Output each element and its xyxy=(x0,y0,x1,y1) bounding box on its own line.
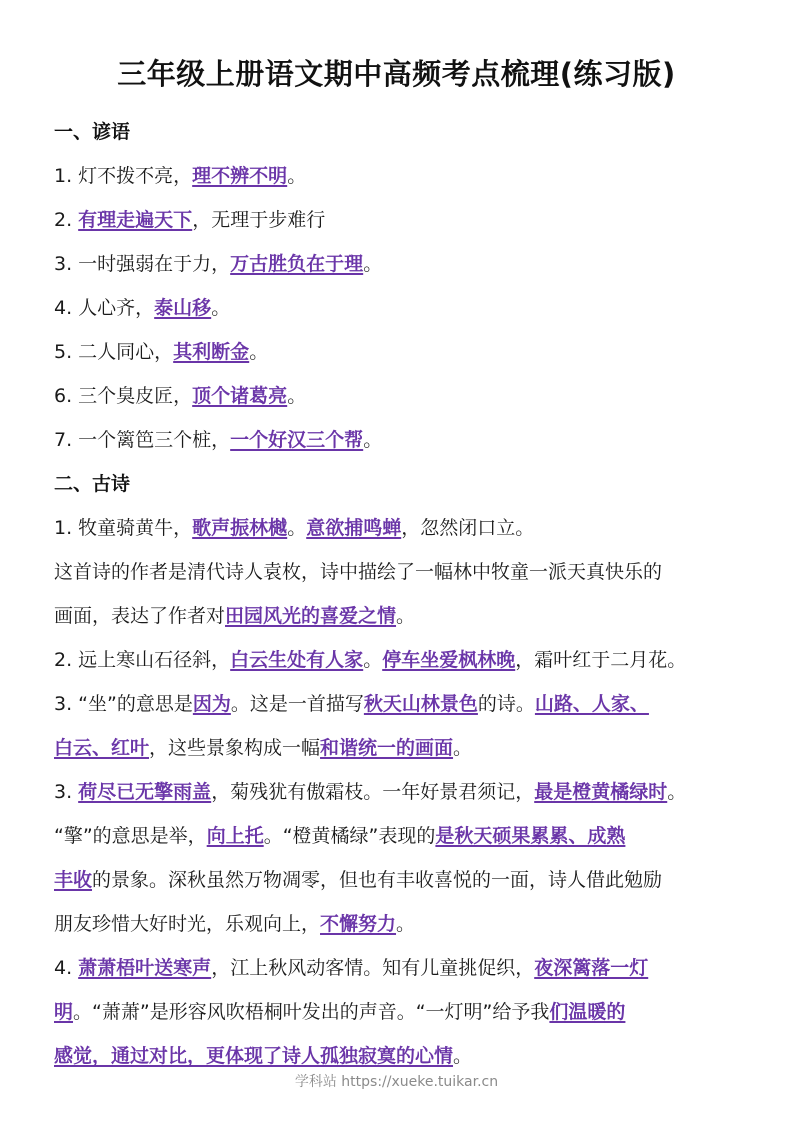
text-line xyxy=(54,865,662,892)
answer-text: 一个好汉三个帮 xyxy=(230,429,364,451)
line-text: 2. 远上寒山石径斜， xyxy=(54,649,231,671)
line-text: 。 xyxy=(287,165,307,187)
answer-text: 萧萧梧叶送寒声 xyxy=(78,957,212,979)
footer-watermark: 学科站 https://xueke.tuikar.cn xyxy=(294,1074,499,1090)
answer-text: 向上托 xyxy=(206,825,264,847)
answer-text: 有理走遍天下 xyxy=(78,209,193,231)
section-heading-proverbs: 一、谚语 xyxy=(54,121,131,143)
text-line xyxy=(54,293,230,320)
answer-text: 是秋天硕果累累、成熟 xyxy=(435,825,626,847)
line-text: 。 xyxy=(453,1045,473,1067)
answer-text: 泰山移 xyxy=(154,297,212,319)
answer-text: 感觉，通过对比，更体现了诗人孤独寂寞的心情 xyxy=(54,1045,454,1067)
answer-text: 停车坐爱枫林晚 xyxy=(382,649,516,671)
line-text: ，这些景象构成一幅 xyxy=(149,737,321,759)
line-text: 6. 三个臭皮匠， xyxy=(54,385,193,407)
text-line xyxy=(54,425,382,452)
text-line xyxy=(54,733,472,760)
answer-text: 歌声振林樾 xyxy=(192,517,288,539)
answer-text: 丰收 xyxy=(54,869,93,891)
line-text: ，无理于步难行 xyxy=(192,209,326,231)
answer-text: 理不辨不明 xyxy=(192,165,288,187)
text-line xyxy=(54,821,625,848)
answer-text: 白云生处有人家 xyxy=(230,649,364,671)
text-line xyxy=(54,909,415,936)
answer-text: 万古胜负在于理 xyxy=(230,253,364,275)
answer-text: 不懈努力 xyxy=(320,913,397,935)
text-line xyxy=(54,381,306,408)
line-text: 朋友珍惜大好时光，乐观向上， xyxy=(54,913,321,935)
line-text: 。“萧萧”是形容风吹梧桐叶发出的声音。“一灯明”给予我 xyxy=(73,1001,550,1023)
answer-text: 和谐统一的画面 xyxy=(320,737,454,759)
line-text: “擎”的意思是举， xyxy=(54,825,207,847)
line-text: 。 xyxy=(363,649,383,671)
line-text: 。 xyxy=(396,605,416,627)
answer-text: 山路、人家、 xyxy=(534,693,649,715)
line-text: 。这是一首描写 xyxy=(230,693,364,715)
text-line xyxy=(54,601,415,628)
line-text: 的诗。 xyxy=(477,693,535,715)
line-text: 。 xyxy=(667,781,687,803)
line-text: 7. 一个篱笆三个桩， xyxy=(54,429,231,451)
line-text: 画面，表达了作者对 xyxy=(54,605,226,627)
answer-text: 明 xyxy=(54,1001,74,1023)
answer-text: 夜深篱落一灯 xyxy=(534,957,649,979)
line-text: 1. 牧童骑黄牛， xyxy=(54,517,193,539)
line-text: 这首诗的作者是清代诗人袁枚，诗中描绘了一幅林中牧童一派天真快乐的 xyxy=(54,561,663,583)
answer-text: 白云、红叶 xyxy=(54,737,150,759)
text-line xyxy=(54,249,382,276)
line-text: 4. xyxy=(54,957,79,979)
answer-text: 秋天山林景色 xyxy=(363,693,478,715)
line-text: ，霜叶红于二月花。 xyxy=(515,649,687,671)
answer-text: 因为 xyxy=(192,693,231,715)
line-text: 。 xyxy=(249,341,269,363)
line-text: 。“橙黄橘绿”表现的 xyxy=(263,825,436,847)
text-line xyxy=(54,513,534,540)
text-line xyxy=(54,337,268,364)
line-text: ，菊残犹有傲霜枝。一年好景君须记， xyxy=(211,781,535,803)
line-text: 。 xyxy=(211,297,231,319)
answer-text: 最是橙黄橘绿时 xyxy=(534,781,668,803)
text-line xyxy=(54,645,686,672)
line-text: ，忽然闭口立。 xyxy=(401,517,535,539)
line-text: 。 xyxy=(287,517,307,539)
line-text: 的景象。深秋虽然万物凋零，但也有丰收喜悦的一面，诗人借此勉励 xyxy=(92,869,663,891)
text-line xyxy=(54,997,625,1024)
line-text: 1. 灯不拨不亮， xyxy=(54,165,193,187)
page-title: 三年级上册语文期中高频考点梳理(练习版) xyxy=(117,57,676,91)
text-line xyxy=(54,205,325,232)
line-text: 3. xyxy=(54,781,79,803)
answer-text: 荷尽已无擎雨盖 xyxy=(78,781,212,803)
section-heading-poems: 二、古诗 xyxy=(54,473,131,495)
text-line xyxy=(54,777,686,804)
answer-text: 顶个诸葛亮 xyxy=(192,385,288,407)
text-line xyxy=(54,557,662,584)
line-text: 3. 一时强弱在于力， xyxy=(54,253,231,275)
answer-text: 意欲捕鸣蝉 xyxy=(306,517,402,539)
text-line xyxy=(54,953,648,980)
line-text: 2. xyxy=(54,209,79,231)
line-text: 3. “坐”的意思是 xyxy=(54,693,193,715)
answer-text: 们温暖的 xyxy=(549,1001,626,1023)
text-line xyxy=(54,161,306,188)
line-text: 。 xyxy=(363,253,383,275)
line-text: 。 xyxy=(363,429,383,451)
line-text: ，江上秋风动客情。知有儿童挑促织， xyxy=(211,957,535,979)
answer-text: 田园风光的喜爱之情 xyxy=(225,605,397,627)
text-line xyxy=(54,689,649,716)
line-text: 。 xyxy=(453,737,473,759)
line-text: 4. 人心齐， xyxy=(54,297,155,319)
line-text: 。 xyxy=(287,385,307,407)
line-text: 5. 二人同心， xyxy=(54,341,174,363)
answer-text: 其利断金 xyxy=(173,341,250,363)
line-text: 。 xyxy=(396,913,416,935)
text-line xyxy=(54,1041,472,1068)
